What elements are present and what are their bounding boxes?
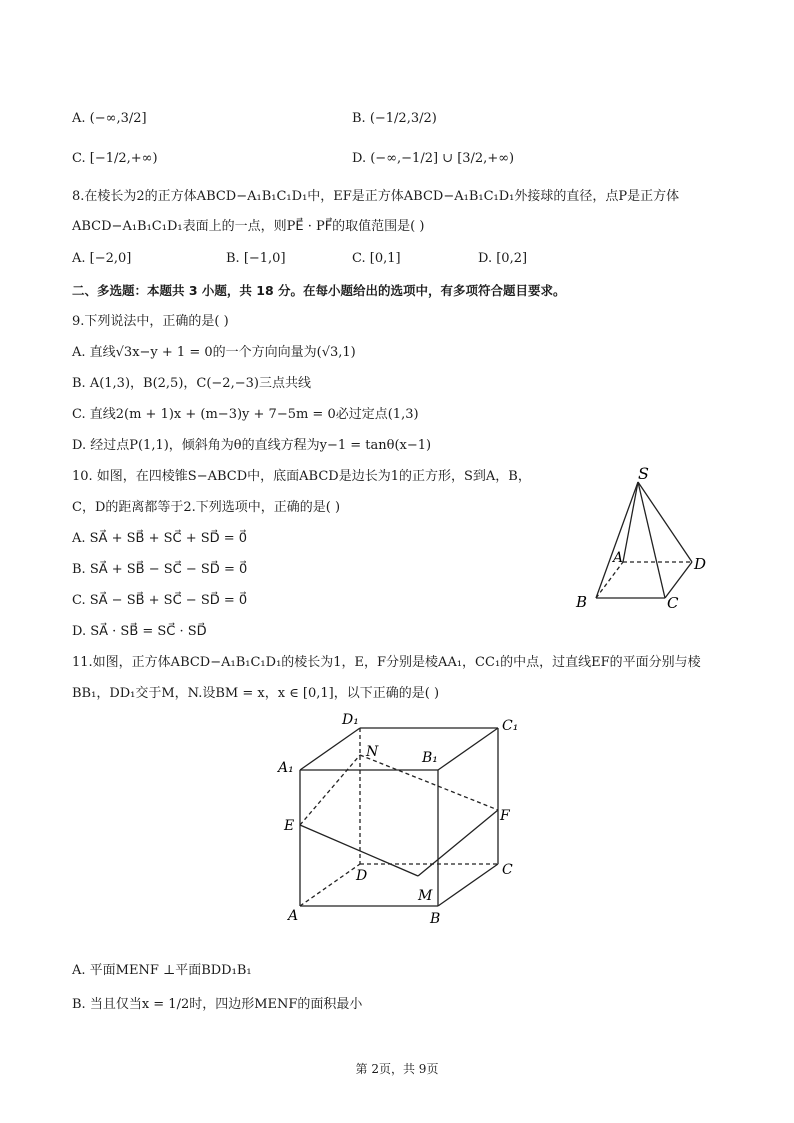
label-m: M bbox=[418, 888, 433, 904]
q10-option-b: B. SA⃗ + SB⃗ − SC⃗ − SD⃗ = 0⃗ bbox=[72, 562, 248, 577]
q9-option-d: D. 经过点P(1,1)，倾斜角为θ的直线方程为y−1 = tanθ(x−1) bbox=[72, 438, 432, 453]
edge-sd bbox=[638, 482, 692, 562]
edge-ba-hidden bbox=[596, 562, 623, 598]
q11-stem-line1: 11.如图，正方体ABCD−A₁B₁C₁D₁的棱长为1，E，F分别是棱AA₁，CC₁的中点，过直线EF的平面分别与棱 bbox=[72, 655, 701, 670]
q7-option-b: B. (−1/2,3/2) bbox=[352, 111, 437, 126]
label-b: B bbox=[430, 911, 441, 927]
label-b1: B₁ bbox=[422, 750, 438, 766]
q7-option-a: A. (−∞,3/2] bbox=[72, 111, 147, 126]
q10-option-c: C. SA⃗ − SB⃗ + SC⃗ − SD⃗ = 0⃗ bbox=[72, 593, 248, 608]
label-d: D bbox=[694, 555, 707, 573]
label-a: A bbox=[613, 550, 624, 566]
label-c: C bbox=[502, 862, 513, 878]
q9-option-c: C. 直线2(m + 1)x + (m−3)y + 7−5m = 0必过定点(1,3) bbox=[72, 407, 419, 422]
label-a: A bbox=[288, 908, 299, 924]
pyramid-figure bbox=[570, 462, 720, 612]
q9-option-a: A. 直线√3x−y + 1 = 0的一个方向向量为(√3,1) bbox=[72, 345, 356, 360]
edge-sb bbox=[596, 482, 638, 598]
q10-stem-line1: 10. 如图，在四棱锥S−ABCD中，底面ABCD是边长为1的正方形，S到A，B， bbox=[72, 469, 531, 484]
q9-stem: 9.下列说法中，正确的是( ) bbox=[72, 314, 229, 329]
q10-option-d: D. SA⃗ · SB⃗ = SC⃗ · SD⃗ bbox=[72, 624, 207, 639]
q8-option-c: C. [0,1] bbox=[352, 251, 401, 266]
edge-sa bbox=[623, 482, 638, 562]
edge-cd bbox=[665, 562, 692, 598]
edge-bc bbox=[438, 864, 498, 906]
q7-option-c: C. [−1/2,+∞) bbox=[72, 151, 158, 166]
edge-ad-hidden bbox=[300, 864, 360, 906]
segment-en-hidden bbox=[300, 755, 360, 825]
q8-stem-line1: 8.在棱长为2的正方体ABCD−A₁B₁C₁D₁中，EF是正方体ABCD−A₁B₁C₁D₁外接球的直径，点P是正方体 bbox=[72, 189, 680, 204]
edge-b1c1 bbox=[438, 728, 498, 770]
q8-option-d: D. [0,2] bbox=[478, 251, 528, 266]
q8-option-b: B. [−1,0] bbox=[226, 251, 286, 266]
label-d: D bbox=[356, 868, 368, 884]
label-d1: D₁ bbox=[342, 712, 359, 728]
q8-stem-line2: ABCD−A₁B₁C₁D₁表面上的一点，则PE⃗ · PF⃗的取值范围是( ) bbox=[72, 219, 425, 234]
label-a1: A₁ bbox=[278, 760, 294, 776]
label-f: F bbox=[500, 808, 510, 824]
q10-option-a: A. SA⃗ + SB⃗ + SC⃗ + SD⃗ = 0⃗ bbox=[72, 531, 248, 546]
page-footer: 第 2页，共 9页 bbox=[355, 1062, 439, 1076]
label-c: C bbox=[667, 594, 679, 612]
q10-stem-line2: C，D的距离都等于2.下列选项中，正确的是( ) bbox=[72, 500, 341, 515]
q7-option-d: D. (−∞,−1/2] ∪ [3/2,+∞) bbox=[352, 151, 515, 166]
section-heading-multi-choice: 二、多选题：本题共 3 小题，共 18 分。在每小题给出的选项中，有多项符合题目要求。 bbox=[72, 283, 566, 298]
label-c1: C₁ bbox=[502, 718, 519, 734]
q9-option-b: B. A(1,3)，B(2,5)，C(−2,−3)三点共线 bbox=[72, 376, 311, 391]
segment-mf bbox=[418, 810, 498, 876]
edge-sc bbox=[638, 482, 665, 598]
edge-a1d1 bbox=[300, 728, 360, 770]
cube-figure bbox=[270, 710, 530, 930]
label-b: B bbox=[576, 593, 588, 611]
q11-stem-line2: BB₁，DD₁交于M，N.设BM = x，x ∈ [0,1]，以下正确的是( ) bbox=[72, 686, 440, 701]
label-e: E bbox=[284, 818, 295, 834]
label-n: N bbox=[366, 744, 379, 760]
q8-option-a: A. [−2,0] bbox=[72, 251, 132, 266]
label-s: S bbox=[638, 464, 649, 483]
q11-option-a: A. 平面MENF ⊥平面BDD₁B₁ bbox=[72, 963, 252, 978]
q11-option-b: B. 当且仅当x = 1/2时，四边形MENF的面积最小 bbox=[72, 997, 363, 1012]
